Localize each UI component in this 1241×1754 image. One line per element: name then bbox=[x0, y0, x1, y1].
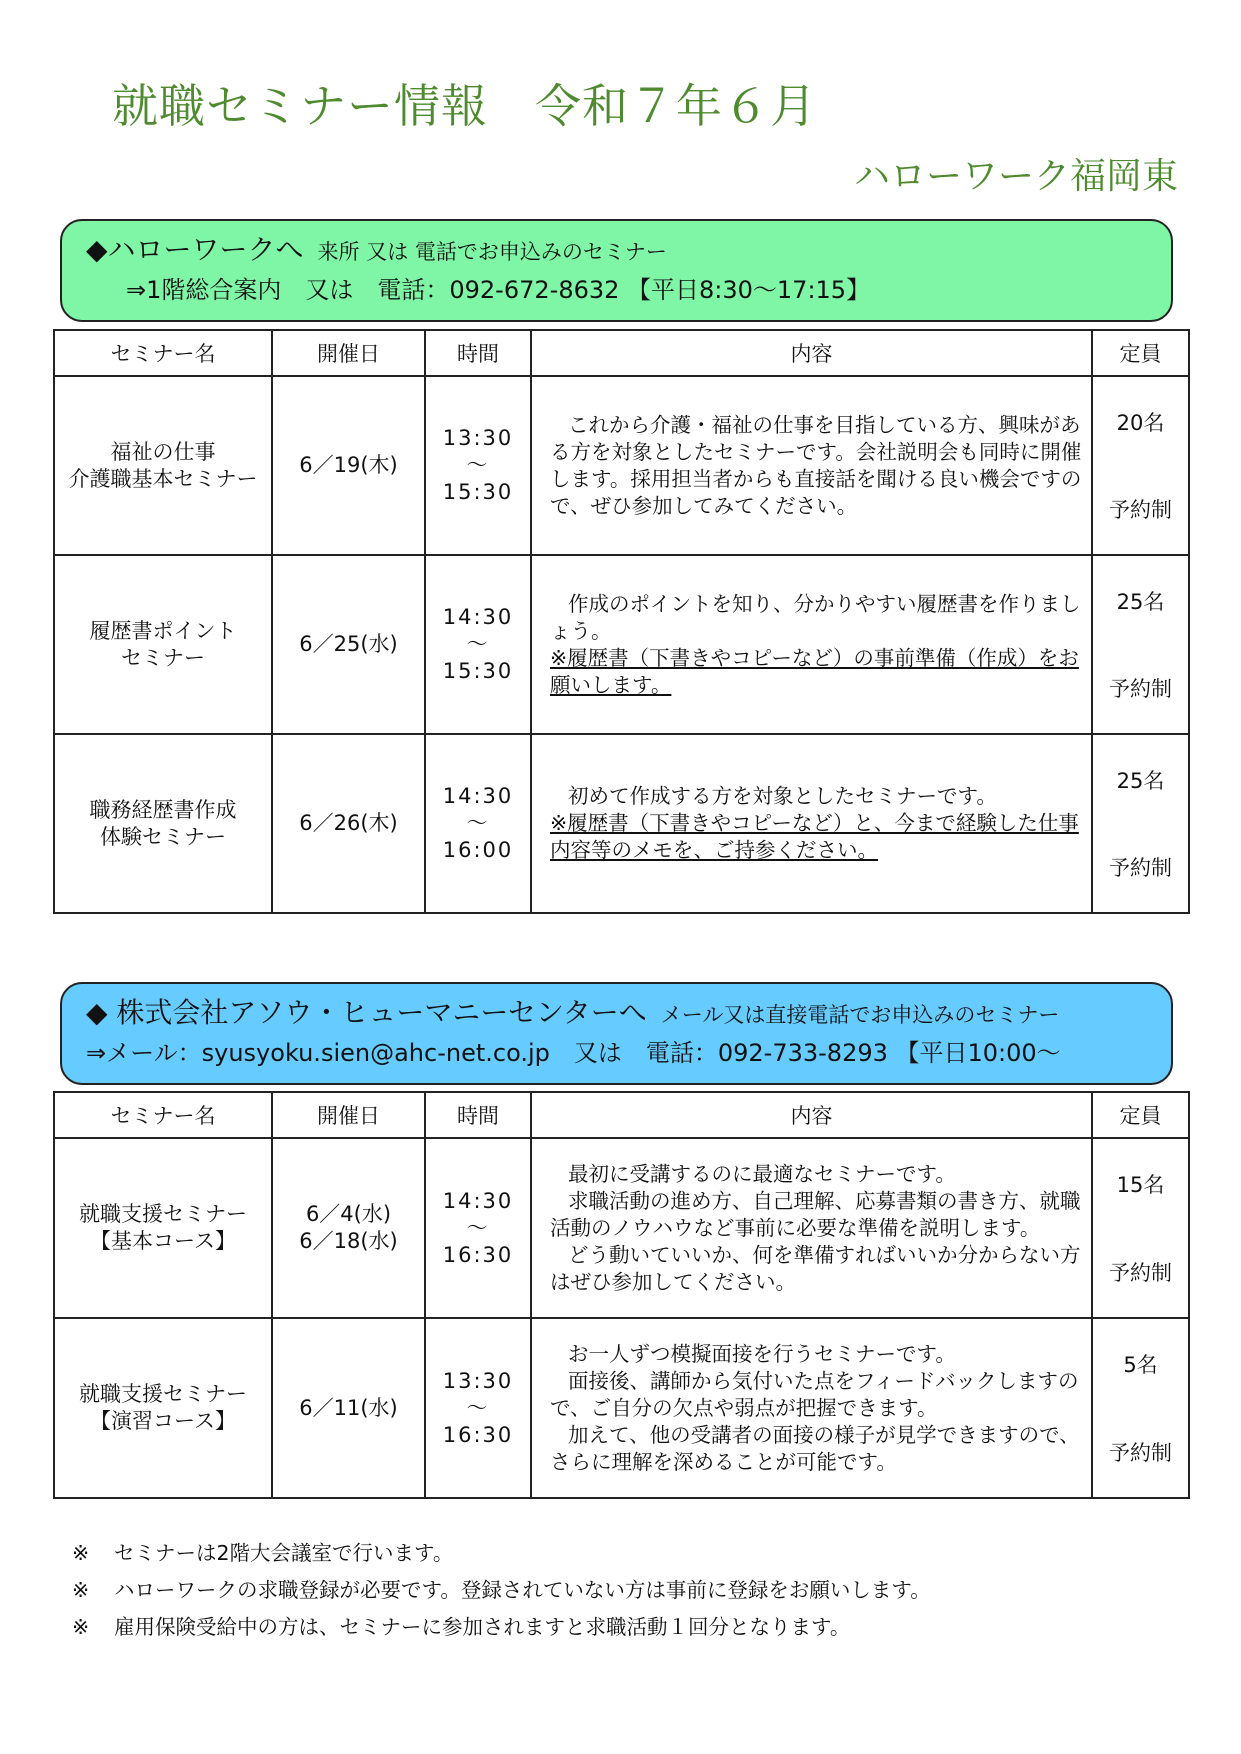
footnote-item bbox=[72, 1572, 931, 1609]
hellowork-heading-sub: 来所 又は 電話でお申込みのセミナー bbox=[317, 240, 667, 264]
col-header-capacity: 定員 bbox=[1092, 330, 1189, 376]
seminar-date: 6／11(水) bbox=[272, 1318, 425, 1498]
seminar-name-line2: 体験セミナー bbox=[100, 824, 226, 849]
seminar-description-p1: お一人ずつ模擬面接を行うセミナーです。 bbox=[568, 1341, 956, 1366]
page-title: 就職セミナー情報 令和７年６月 bbox=[112, 79, 817, 133]
time-end: 16:30 bbox=[442, 1242, 514, 1267]
col-header-content: 内容 bbox=[531, 1092, 1092, 1138]
note-text: ハローワークの求職登録が必要です。登録されていない方は事前に登録をお願いします。 bbox=[114, 1578, 931, 1602]
reservation-label: 予約制 bbox=[1109, 1261, 1172, 1285]
aso-seminar-table bbox=[53, 1091, 1190, 1499]
seminar-name-line1: 就職支援セミナー bbox=[79, 1382, 247, 1406]
hellowork-heading bbox=[86, 231, 1147, 271]
time-separator: ～ bbox=[466, 1215, 490, 1240]
table-row bbox=[54, 1318, 1189, 1498]
reservation-label: 予約制 bbox=[1109, 856, 1172, 880]
seminar-capacity bbox=[1092, 1318, 1189, 1498]
table-row bbox=[54, 1138, 1189, 1318]
footnote-item bbox=[72, 1535, 931, 1572]
seminar-time bbox=[425, 376, 531, 555]
seminar-note: ※履歴書（下書きやコピーなど）の事前準備（作成）をお願いします。 bbox=[550, 645, 1079, 697]
time-end: 15:30 bbox=[442, 480, 514, 504]
seminar-name bbox=[54, 555, 272, 734]
seminar-name-line1: 就職支援セミナー bbox=[79, 1202, 247, 1226]
seminar-date bbox=[272, 1138, 425, 1318]
col-header-name: セミナー名 bbox=[54, 1092, 272, 1138]
seminar-capacity bbox=[1092, 734, 1189, 913]
seminar-content bbox=[531, 1318, 1092, 1498]
note-mark: ※ bbox=[72, 1578, 90, 1602]
seminar-description: 初めて作成する方を対象としたセミナーです。 bbox=[568, 784, 997, 808]
note-mark: ※ bbox=[72, 1615, 90, 1639]
seminar-name-line2: 介護職基本セミナー bbox=[68, 466, 258, 491]
time-start: 13:30 bbox=[442, 1368, 514, 1393]
col-header-content: 内容 bbox=[531, 330, 1092, 376]
seminar-time bbox=[425, 1138, 531, 1318]
time-separator: ～ bbox=[466, 453, 490, 477]
col-header-name: セミナー名 bbox=[54, 330, 272, 376]
table-header-row bbox=[54, 330, 1189, 376]
note-text: 雇用保険受給中の方は、セミナーに参加されますと求職活動１回分となります。 bbox=[114, 1615, 851, 1639]
seminar-capacity bbox=[1092, 376, 1189, 555]
seminar-description: 作成のポイントを知り、分かりやすい履歴書を作りましょう。 bbox=[550, 591, 1081, 643]
capacity-count: 25名 bbox=[1116, 590, 1165, 614]
aso-heading-main: ◆ 株式会社アソウ・ヒューマニーセンターへ bbox=[86, 996, 647, 1029]
seminar-content bbox=[531, 555, 1092, 734]
seminar-date-line2: 6／18(水) bbox=[299, 1229, 398, 1253]
seminar-description-p2: 面接後、講師から気付いた点をフィードバックしますので、ご自分の欠点や弱点が把握できます。 bbox=[550, 1368, 1079, 1420]
seminar-name bbox=[54, 734, 272, 913]
footnote-item bbox=[72, 1609, 931, 1646]
time-separator: ～ bbox=[466, 811, 490, 835]
seminar-name-line1: 履歴書ポイント bbox=[89, 618, 237, 643]
time-separator: ～ bbox=[466, 1395, 490, 1420]
reservation-label: 予約制 bbox=[1109, 1441, 1172, 1465]
office-name: ハローワーク福岡東 bbox=[853, 156, 1178, 197]
time-separator: ～ bbox=[466, 632, 490, 656]
seminar-description: これから介護・福祉の仕事を目指している方、興味がある方を対象としたセミナーです。会社説明会も同時に開催します。採用担当者からも直接話を聞ける良い機会ですので、ぜひ参加してみてください。 bbox=[550, 412, 1082, 518]
time-end: 15:30 bbox=[442, 659, 514, 683]
seminar-time bbox=[425, 555, 531, 734]
capacity-count: 5名 bbox=[1123, 1353, 1158, 1377]
aso-contact: ⇒メール：syusyoku.sien@ahc-net.co.jp 又は 電話：092-733-8293 【平日10:00～ bbox=[86, 1039, 1061, 1067]
hellowork-info-box bbox=[60, 219, 1173, 322]
seminar-capacity bbox=[1092, 1138, 1189, 1318]
seminar-time bbox=[425, 1318, 531, 1498]
seminar-content bbox=[531, 734, 1092, 913]
note-mark: ※ bbox=[72, 1541, 90, 1565]
seminar-name-line2: セミナー bbox=[121, 645, 205, 670]
seminar-name-line1: 福祉の仕事 bbox=[110, 439, 216, 464]
reservation-label: 予約制 bbox=[1109, 498, 1172, 522]
seminar-date: 6／26(木) bbox=[272, 734, 425, 913]
seminar-content bbox=[531, 376, 1092, 555]
seminar-description-p1: 最初に受講するのに最適なセミナーです。 bbox=[568, 1161, 956, 1186]
seminar-name bbox=[54, 376, 272, 555]
note-text: セミナーは2階大会議室で行います。 bbox=[114, 1541, 454, 1565]
footnotes bbox=[72, 1535, 931, 1646]
seminar-description-p3: 加えて、他の受講者の面接の様子が見学できますので、さらに理解を深めることが可能です。 bbox=[550, 1422, 1080, 1474]
seminar-description-p3: どう動いていいか、何を準備すればいいか分からない方はぜひ参加してください。 bbox=[550, 1242, 1081, 1294]
time-start: 14:30 bbox=[442, 605, 514, 629]
time-start: 13:30 bbox=[442, 426, 514, 450]
seminar-name-line2: 【演習コース】 bbox=[90, 1409, 236, 1433]
seminar-capacity bbox=[1092, 555, 1189, 734]
seminar-name bbox=[54, 1318, 272, 1498]
seminar-name bbox=[54, 1138, 272, 1318]
seminar-date: 6／25(水) bbox=[272, 555, 425, 734]
time-start: 14:30 bbox=[442, 784, 514, 808]
capacity-count: 15名 bbox=[1116, 1173, 1165, 1197]
col-header-date: 開催日 bbox=[272, 1092, 425, 1138]
col-header-capacity: 定員 bbox=[1092, 1092, 1189, 1138]
seminar-name-line1: 職務経歴書作成 bbox=[89, 797, 237, 822]
seminar-note: ※履歴書（下書きやコピーなど）と、今まで経験した仕事内容等のメモを、ご持参ください。 bbox=[550, 811, 1079, 862]
seminar-date: 6／19(木) bbox=[272, 376, 425, 555]
table-header-row bbox=[54, 1092, 1189, 1138]
aso-heading-sub: メール又は直接電話でお申込みのセミナー bbox=[660, 1003, 1060, 1027]
time-end: 16:00 bbox=[442, 838, 514, 862]
capacity-count: 20名 bbox=[1116, 411, 1165, 435]
hellowork-seminar-table bbox=[53, 329, 1190, 914]
aso-heading bbox=[86, 994, 1147, 1034]
hellowork-heading-main: ◆ハローワークへ bbox=[86, 233, 304, 266]
col-header-time: 時間 bbox=[425, 330, 531, 376]
reservation-label: 予約制 bbox=[1109, 677, 1172, 701]
capacity-count: 25名 bbox=[1116, 769, 1165, 793]
seminar-date-line1: 6／4(水) bbox=[305, 1202, 392, 1226]
time-start: 14:30 bbox=[442, 1188, 514, 1213]
seminar-name-line2: 【基本コース】 bbox=[90, 1229, 236, 1253]
aso-info-box bbox=[60, 982, 1173, 1085]
table-row bbox=[54, 734, 1189, 913]
table-row bbox=[54, 555, 1189, 734]
seminar-description-p2: 求職活動の進め方、自己理解、応募書類の書き方、就職活動のノウハウなど事前に必要な準備を説明します。 bbox=[550, 1188, 1081, 1240]
col-header-time: 時間 bbox=[425, 1092, 531, 1138]
time-end: 16:30 bbox=[442, 1422, 514, 1447]
table-row bbox=[54, 376, 1189, 555]
hellowork-contact: ⇒1階総合案内 又は 電話：092-672-8632 【平日8:30～17:15】 bbox=[126, 276, 871, 304]
seminar-content bbox=[531, 1138, 1092, 1318]
col-header-date: 開催日 bbox=[272, 330, 425, 376]
seminar-time bbox=[425, 734, 531, 913]
